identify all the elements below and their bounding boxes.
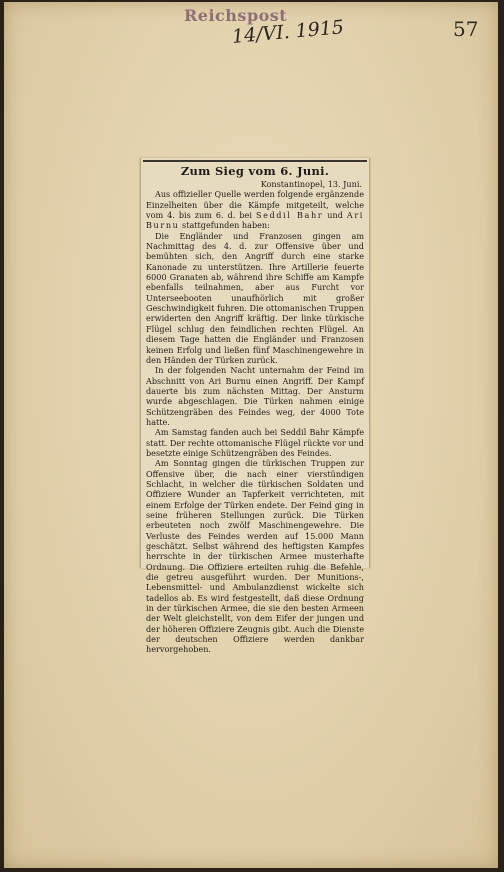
article-paragraph: Die Engländer und Franzosen gingen am Nachmittag des 4. d. zur Offensive über und bemühten sich, den Angriff durch eine starke Kanonade zu unterstützen. Ihre Artillerie feuerte 6000 Granaten ab, während ihre Schiffe am Kampfe ebenfalls teilnahmen, aber aus Furcht vor Unterseebooten unaufhörlich mit großer Geschwindigkeit fuhren. Die ottomanischen Truppen erwiderten den Angriff kräftig. Der linke türkische Flügel schlug den feindlichen rechten Flügel. An diesem Tage hatten die Engländer und Franzosen keinen Erfolg und ließen fünf Maschinengewehre in den Händen der Türken zurück.: [146, 230, 364, 365]
newspaper-clipping: [140, 158, 370, 655]
article-paragraph: Am Samstag fanden auch bei Seddil Bahr Kämpfe statt. Der rechte ottomanische Flügel rückte vor und besetzte einige Schützengräben des Feindes.: [146, 427, 364, 458]
intro-text-a: Aus offizieller Quelle werden folgende ergänzende Einzelheiten über die Kämpfe mitgeteilt, welche vom 4. bis zum 6. d. bei: [146, 189, 364, 221]
handwritten-date: 14/VI. 1915: [231, 16, 345, 48]
article-paragraph: Am Sonntag gingen die türkischen Truppen zur Offensive über, die nach einer vierstündigen Schlacht, in welcher die türkischen Soldaten und Offiziere Wunder an Tapferkeit verrichteten, mit einem Erfolge der Türken endete. Der Feind ging in seine früheren Stellungen zurück. Die Türken erbeuteten noch zwölf Maschinengewehre. Die Verluste des Feindes werden auf 15.000 Mann geschätzt. Selbst während des heftigsten Kampfes herrschte in der türkischen Armee musterhafte Ordnung. Die Offiziere erteilten ruhig die Befehle, die getreu ausgeführt wurden. Der Munitions-, Lebensmittel- und Ambulanzdienst wickelte sich tadellos ab. Es wird festgestellt, daß diese Ordnung in der türkischen Armee, die sie den besten Armeen der Welt gleichstellt, von dem Eifer der jungen und der höheren Offiziere Zeugnis gibt. Auch die Dienste der deutschen Offiziere werden dankbar hervorgehoben.: [146, 458, 364, 655]
place-seddil-bahr: Seddil Bahr: [255, 210, 324, 221]
article-body: [146, 164, 364, 655]
page-number: 57: [453, 17, 479, 41]
archive-sheet: [4, 2, 498, 868]
intro-text-b: und: [323, 210, 347, 221]
place-ari-burnu: Ari Burnu: [146, 210, 364, 231]
article-dateline: Konstantinopel, 13. Juni.: [260, 179, 362, 189]
clipping-top-rule: [143, 160, 367, 162]
article-intro: [146, 189, 364, 230]
newspaper-stamp: Reichspost: [184, 6, 288, 25]
article-headline: Zum Sieg vom 6. Juni.: [180, 164, 330, 178]
article-paragraph: In der folgenden Nacht unternahm der Feind im Abschnitt von Ari Burnu einen Angriff. Der Kampf dauerte bis zum nächsten Mittag. Der Ansturm wurde abgeschlagen. Die Türken nahmen einige Schützengräben des Feindes weg, der 4000 Tote hatte.: [146, 365, 364, 427]
intro-text-c: stattgefunden haben:: [179, 220, 270, 231]
